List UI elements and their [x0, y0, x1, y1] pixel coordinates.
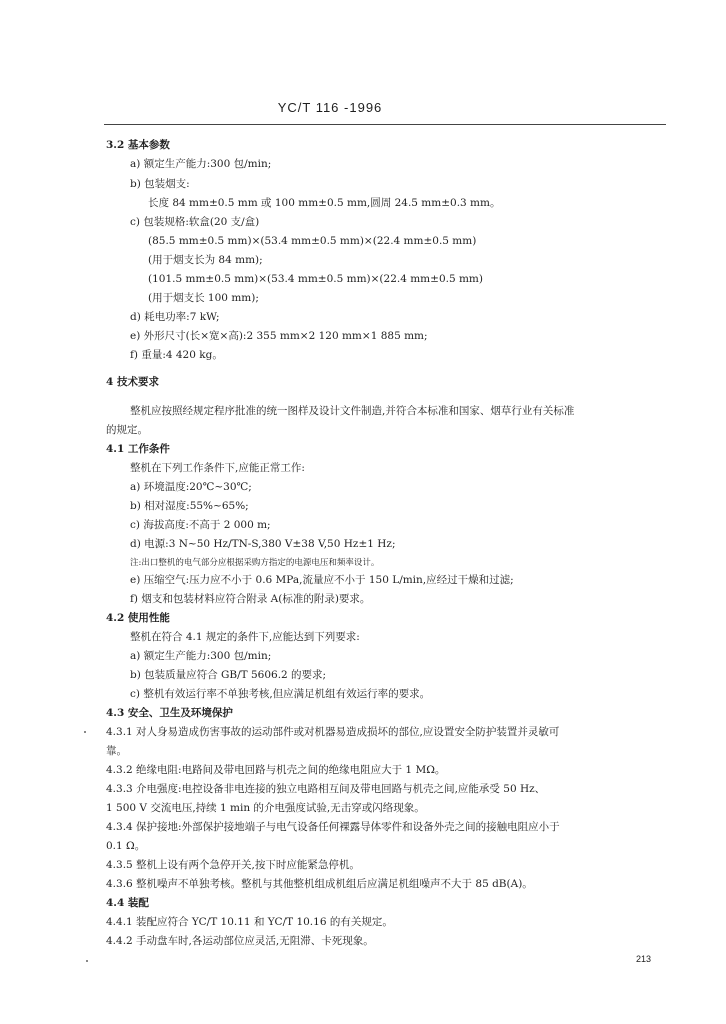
- text-line: 的规定。: [106, 424, 148, 436]
- text-line: a) 环境温度:20℃~30℃;: [130, 481, 252, 493]
- text-line: c) 包装规格:软盒(20 支/盒): [130, 216, 260, 228]
- text-line: (用于烟支长为 84 mm);: [148, 254, 263, 266]
- section-4-1-heading: 4.1 工作条件: [106, 443, 170, 455]
- text-line: 4.3.3 介电强度:电控设备非电连接的独立电路相互间及带电回路与机壳之间,应能承受 50 Hz、: [106, 783, 546, 795]
- text-line: (101.5 mm±0.5 mm)×(53.4 mm±0.5 mm)×(22.4 mm±0.5 mm): [148, 273, 483, 285]
- page-header: YC/T 116 -1996: [277, 100, 383, 115]
- text-line: f) 烟支和包装材料应符合附录 A(标准的附录)要求。: [130, 593, 371, 605]
- scan-mark: [84, 731, 86, 733]
- section-4-heading: 4 技术要求: [106, 376, 159, 388]
- text-line: a) 额定生产能力:300 包/min;: [130, 650, 272, 662]
- text-line: 1 500 V 交流电压,持续 1 min 的介电强度试验,无击穿或闪络现象。: [106, 802, 425, 814]
- text-line: 4.4.1 装配应符合 YC/T 10.11 和 YC/T 10.16 的有关规定。: [106, 916, 393, 928]
- text-line: (85.5 mm±0.5 mm)×(53.4 mm±0.5 mm)×(22.4 mm±0.5 mm): [148, 235, 477, 247]
- text-line: d) 耗电功率:7 kW;: [130, 311, 220, 323]
- header-rule: [104, 124, 666, 125]
- section-4-4-heading: 4.4 装配: [106, 897, 149, 909]
- text-line: 4.3.1 对人身易造成伤害事故的运动部件或对机器易造成损坏的部位,应设置安全防护装置并灵敏可: [106, 726, 560, 738]
- text-line: 整机在下列工作条件下,应能正常工作:: [130, 462, 305, 474]
- section-4-3-heading: 4.3 安全、卫生及环境保护: [106, 707, 233, 719]
- text-line: c) 整机有效运行率不单独考核,但应满足机组有效运行率的要求。: [130, 688, 431, 700]
- text-line: 4.4.2 手动盘车时,各运动部位应灵活,无阻滞、卡死现象。: [106, 935, 374, 947]
- note-line: 注:出口整机的电气部分应根据采购方指定的电源电压和频率设计。: [130, 558, 380, 568]
- text-line: 4.3.6 整机噪声不单独考核。整机与其他整机组成机组后应满足机组噪声不大于 85 dB(A)。: [106, 878, 533, 890]
- text-line: (用于烟支长 100 mm);: [148, 292, 259, 304]
- scan-mark: [86, 960, 88, 962]
- section-4-2-heading: 4.2 使用性能: [106, 612, 170, 624]
- section-3-2-heading: 3.2 基本参数: [106, 139, 170, 151]
- text-line: b) 包装质量应符合 GB/T 5606.2 的要求;: [130, 669, 327, 681]
- page-number: 213: [636, 954, 652, 964]
- text-line: e) 外形尺寸(长×宽×高):2 355 mm×2 120 mm×1 885 mm;: [130, 330, 428, 342]
- text-line: 长度 84 mm±0.5 mm 或 100 mm±0.5 mm,圆周 24.5 mm±0.3 mm。: [148, 197, 501, 209]
- text-line: e) 压缩空气:压力应不小于 0.6 MPa,流量应不小于 150 L/min,应经过干燥和过滤;: [130, 574, 514, 586]
- text-line: 靠。: [106, 745, 127, 757]
- text-line: c) 海拔高度:不高于 2 000 m;: [130, 519, 271, 531]
- text-line: d) 电源:3 N~50 Hz/TN-S,380 V±38 V,50 Hz±1 Hz;: [130, 538, 396, 550]
- text-line: b) 相对湿度:55%~65%;: [130, 500, 249, 512]
- text-line: f) 重量:4 420 kg。: [130, 349, 223, 361]
- text-line: b) 包装烟支:: [130, 178, 190, 190]
- text-line: a) 额定生产能力:300 包/min;: [130, 158, 272, 170]
- text-line: 0.1 Ω。: [106, 840, 146, 852]
- text-line: 整机应按照经规定程序批准的统一图样及设计文件制造,并符合本标准和国家、烟草行业有关标准: [130, 405, 575, 417]
- text-line: 4.3.2 绝缘电阻:电路间及带电回路与机壳之间的绝缘电阻应大于 1 MΩ。: [106, 764, 446, 776]
- text-line: 4.3.5 整机上设有两个急停开关,按下时应能紧急停机。: [106, 859, 360, 871]
- text-line: 整机在符合 4.1 规定的条件下,应能达到下列要求:: [130, 631, 360, 643]
- text-line: 4.3.4 保护接地:外部保护接地端子与电气设备任何裸露导体零件和设备外壳之间的接触电阻应小于: [106, 821, 560, 833]
